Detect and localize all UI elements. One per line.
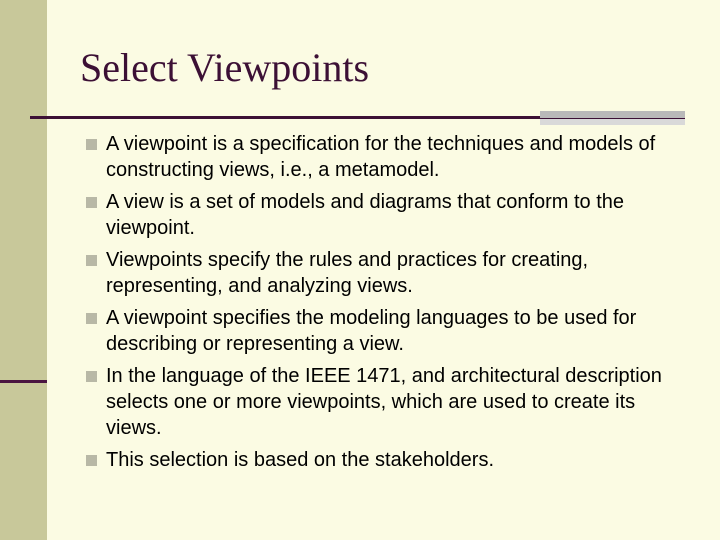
square-bullet-icon xyxy=(86,139,97,150)
bullet-text: In the language of the IEEE 1471, and architectural description selects one or more viewpoints, which are used to create its views. xyxy=(106,365,662,439)
square-bullet-icon xyxy=(86,313,97,324)
bullet-text: A viewpoint specifies the modeling languages to be used for describing or representing a view. xyxy=(106,307,637,355)
slide-title: Select Viewpoints xyxy=(80,45,370,90)
bullet-item xyxy=(86,189,696,241)
bullet-text: A viewpoint is a specification for the techniques and models of constructing views, i.e., a metamodel. xyxy=(106,133,656,181)
left-decorative-band xyxy=(0,0,47,540)
square-bullet-icon xyxy=(86,371,97,382)
square-bullet-icon xyxy=(86,455,97,466)
bullet-text: A view is a set of models and diagrams that conform to the viewpoint. xyxy=(106,191,625,239)
bullet-text: Viewpoints specify the rules and practices for creating, representing, and analyzing views. xyxy=(106,249,589,297)
square-bullet-icon xyxy=(86,197,97,208)
bullet-text: This selection is based on the stakeholders. xyxy=(106,449,494,471)
bullet-item xyxy=(86,305,696,357)
title-accent-bar-shadow xyxy=(540,119,685,125)
bullet-item xyxy=(86,447,696,473)
bullet-list xyxy=(86,131,696,479)
title-accent-bar xyxy=(540,111,685,118)
square-bullet-icon xyxy=(86,255,97,266)
bullet-item xyxy=(86,363,696,441)
left-band-accent-line xyxy=(0,380,47,383)
bullet-item xyxy=(86,247,696,299)
bullet-item xyxy=(86,131,696,183)
